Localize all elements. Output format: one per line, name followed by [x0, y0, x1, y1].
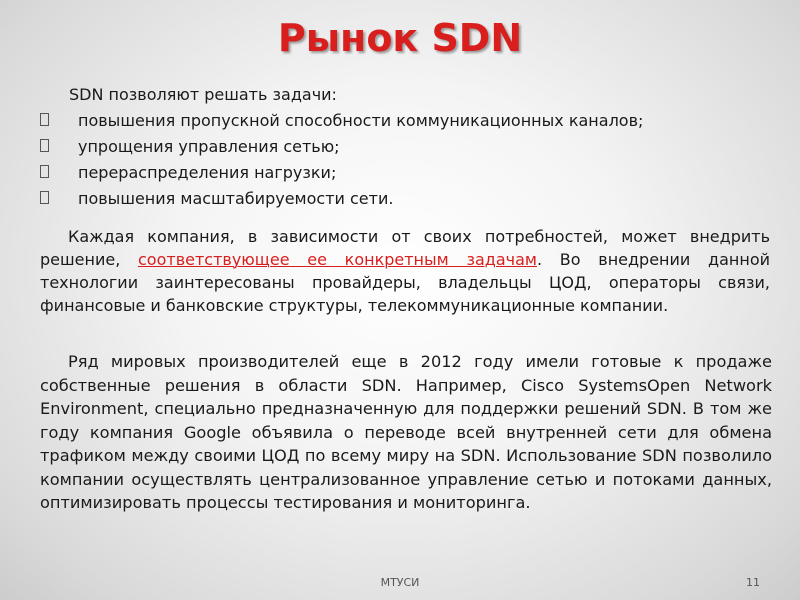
- paragraph-companies: [40, 225, 770, 317]
- list-item-text: повышения пропускной способности коммуникационных каналов;: [78, 111, 644, 130]
- footer-label: МТУСИ: [380, 576, 420, 589]
- paragraph-text-after: . Во внедрении данной технологии заинтересованы провайдеры, владельцы ЦОД, операторы связи, финансовые и банковские структуры, телекоммуникационные компании.: [40, 250, 771, 315]
- list-item-text: перераспределения нагрузки;: [78, 163, 337, 182]
- slide-title: Рынок SDN: [277, 16, 523, 60]
- paragraph-vendors: [40, 350, 772, 515]
- paragraph-text-before: Каждая компания, в зависимости от своих потребностей, может внедрить решение,: [40, 227, 770, 269]
- bullet-icon: [40, 191, 49, 204]
- bullet-icon: [40, 165, 49, 178]
- list-item-text: повышения масштабируемости сети.: [78, 189, 394, 208]
- paragraph-text: Ряд мировых производителей еще в 2012 году имели готовые к продаже собственные решения в области SDN. Например, Cisco SystemsOpen Network Environment, специально предназначенную для поддержки решений SDN. В том же году компания Google объявила о переводе всей внутренней сети для обмена трафиком между своими ЦОД по всему миру на SDN. Использование SDN позволило компании осуществлять централизованное управление сетью и потоками данных, оптимизировать процессы тестирования и мониторинга.: [40, 352, 772, 512]
- bullet-icon: [40, 113, 49, 126]
- highlighted-phrase: соответствующее ее конкретным задачам: [138, 250, 537, 269]
- intro-text: SDN позволяют решать задачи:: [69, 85, 337, 104]
- list-item-text: упрощения управления сетью;: [78, 137, 340, 156]
- bullet-icon: [40, 139, 49, 152]
- page-number: 11: [746, 576, 760, 589]
